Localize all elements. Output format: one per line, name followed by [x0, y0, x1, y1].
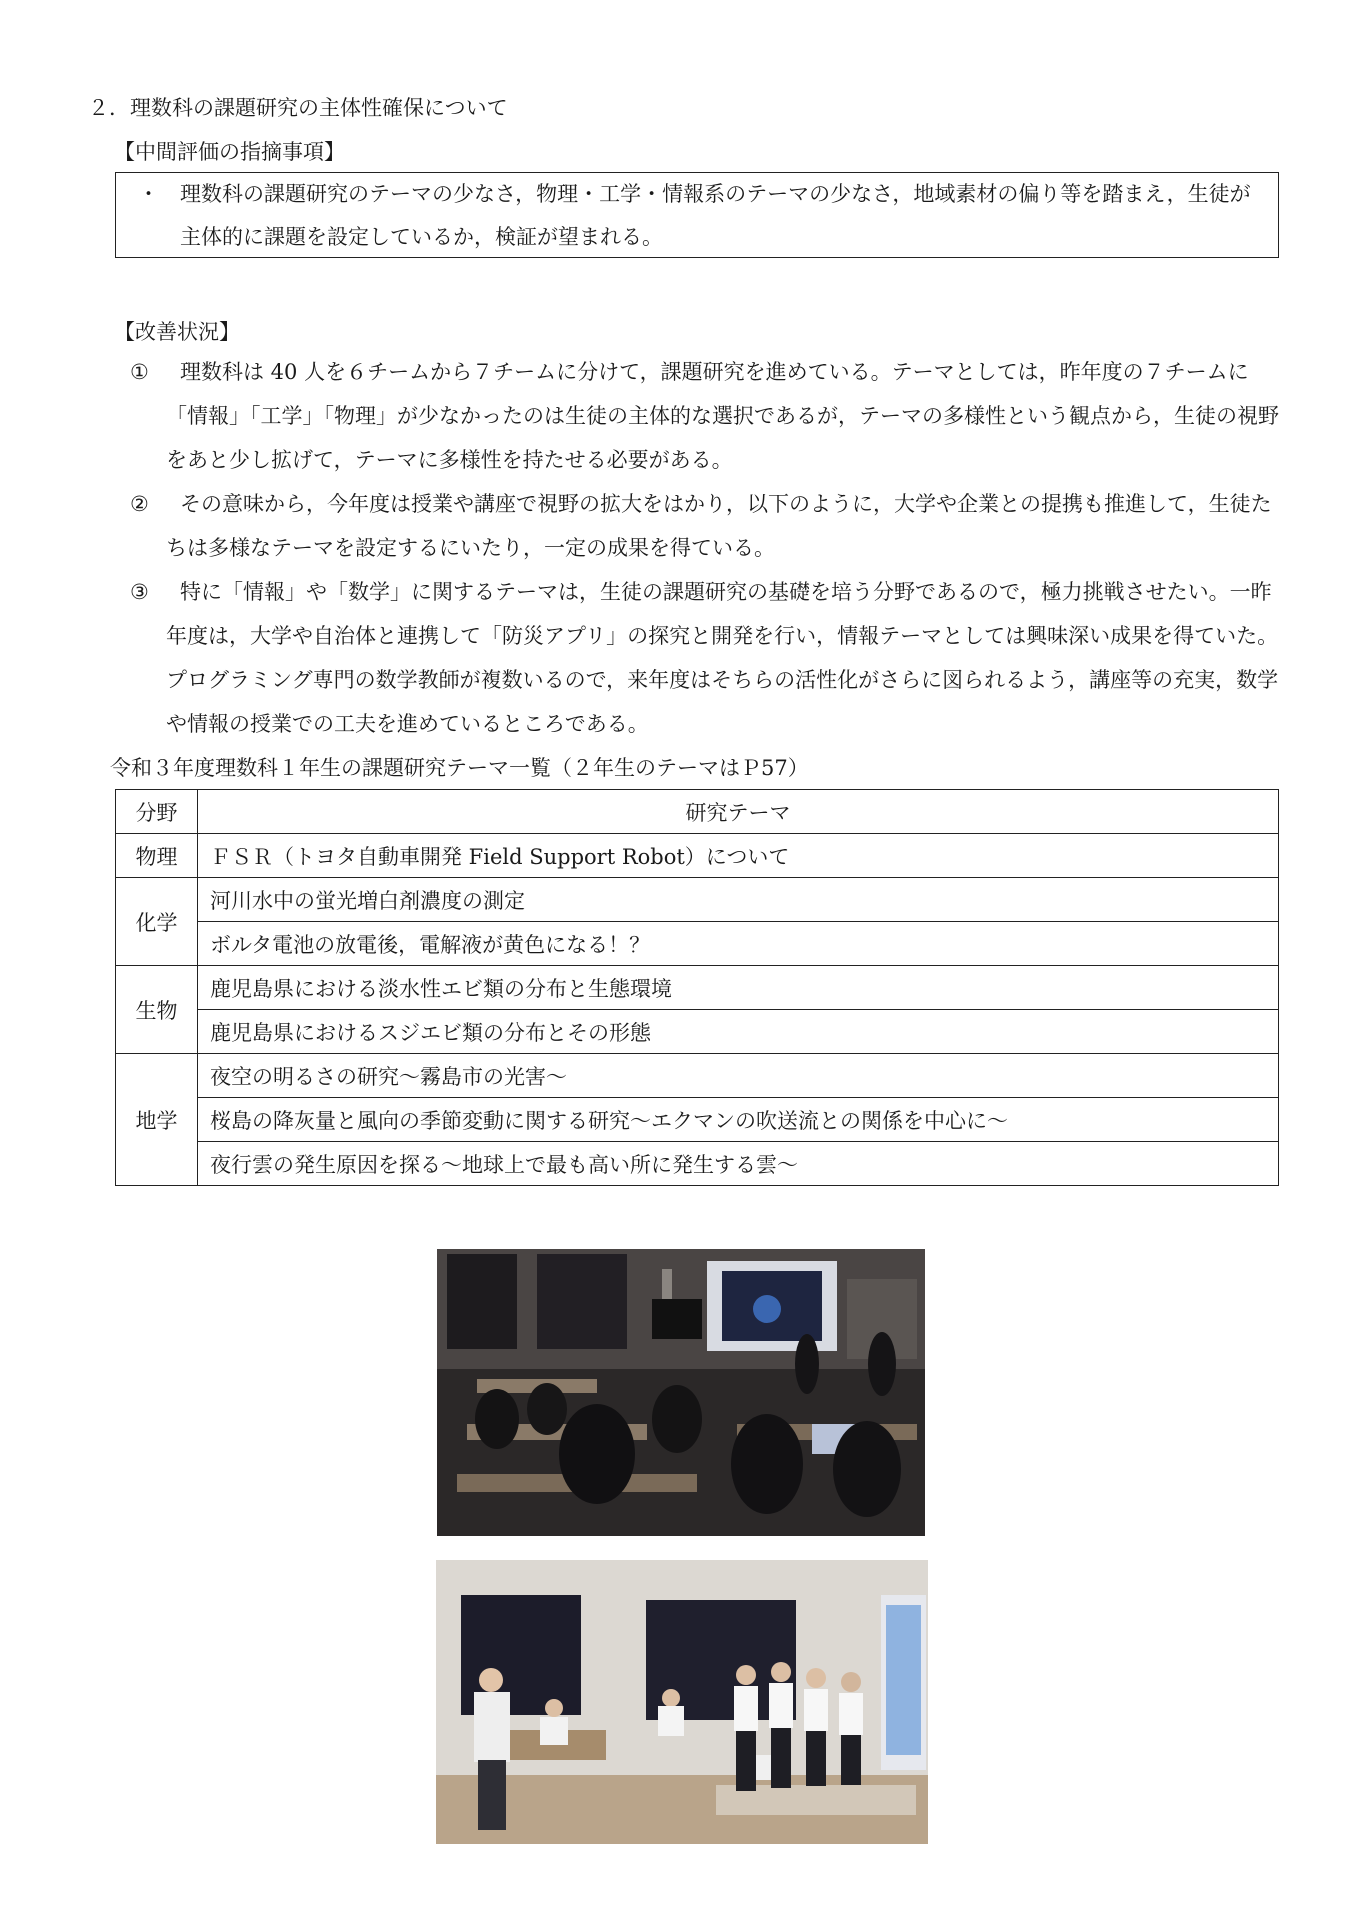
table-row [116, 922, 1279, 966]
improvement-item-2 [130, 482, 1280, 570]
student-presentation-photo [436, 1560, 928, 1844]
item-text: 特に「情報」や「数学」に関するテーマは，生徒の課題研究の基礎を培う分野であるので，極力挑戦させたい。一昨年度は，大学や自治体と連携して「防災アプリ」の探究と開発を行い，情報テーマとしては興味深い成果を得ていた。プログラミング専門の数学教師が複数いるので，来年度はそちらの活性化がさらに図られるよう，講座等の充実，数学や情報の授業での工夫を進めているところである。 [166, 580, 1279, 736]
theme-cell: 鹿児島県におけるスジエビ類の分布とその形態 [198, 1010, 1279, 1054]
item-text: その意味から，今年度は授業や講座で視野の拡大をはかり，以下のように，大学や企業との提携も推進して，生徒たちは多様なテーマを設定するにいたり，一定の成果を得ている。 [166, 492, 1272, 560]
item-number: ② [130, 492, 149, 516]
theme-cell: 桜島の降灰量と風向の季節変動に関する研究～エクマンの吹送流との関係を中心に～ [198, 1098, 1279, 1142]
note-bullet: ・ [138, 182, 159, 206]
classroom-presentation-photo [437, 1249, 925, 1536]
improvement-title: 【改善状況】 [114, 320, 240, 344]
field-cell: 化学 [116, 878, 198, 966]
theme-cell: 夜空の明るさの研究～霧島市の光害～ [198, 1054, 1279, 1098]
header-field: 分野 [116, 790, 198, 834]
item-number: ③ [130, 580, 149, 604]
field-cell: 物理 [116, 834, 198, 878]
theme-cell: ＦＳＲ（トヨタ自動車開発 Field Support Robot）について [198, 834, 1279, 878]
table-row [116, 1054, 1279, 1098]
theme-table [115, 789, 1279, 1186]
table-row [116, 878, 1279, 922]
item-text: 理数科は 40 人を６チームから７チームに分けて，課題研究を進めている。テーマとしては，昨年度の７チームに「情報」「工学」「物理」が少なかったのは生徒の主体的な選択であるが，テーマの多様性という観点から，生徒の視野をあと少し拡げて，テーマに多様性を持たせる必要がある。 [166, 360, 1279, 472]
section-heading: ２．理数科の課題研究の主体性確保について [88, 96, 508, 120]
header-theme: 研究テーマ [198, 790, 1279, 834]
table-row [116, 834, 1279, 878]
theme-cell: 夜行雲の発生原因を探る～地球上で最も高い所に発生する雲～ [198, 1142, 1279, 1186]
midterm-title: 【中間評価の指摘事項】 [114, 140, 345, 164]
table-row [116, 1142, 1279, 1186]
table-row [116, 1098, 1279, 1142]
field-cell: 地学 [116, 1054, 198, 1186]
midterm-note-box [115, 172, 1279, 258]
midterm-note-text: 理数科の課題研究のテーマの少なさ，物理・工学・情報系のテーマの少なさ，地域素材の偏り等を踏まえ，生徒が主体的に課題を設定しているか，検証が望まれる。 [180, 182, 1251, 249]
item-number: ① [130, 360, 149, 384]
improvement-item-1 [130, 350, 1280, 482]
table-header-row [116, 790, 1279, 834]
theme-cell: 河川水中の蛍光増白剤濃度の測定 [198, 878, 1279, 922]
theme-cell: ボルタ電池の放電後，電解液が黄色になる！？ [198, 922, 1279, 966]
table-row [116, 966, 1279, 1010]
field-cell: 生物 [116, 966, 198, 1054]
table-caption: 令和３年度理数科１年生の課題研究テーマ一覧（２年生のテーマはＰ57） [110, 756, 809, 780]
improvement-item-3 [130, 570, 1280, 746]
theme-cell: 鹿児島県における淡水性エビ類の分布と生態環境 [198, 966, 1279, 1010]
table-row [116, 1010, 1279, 1054]
